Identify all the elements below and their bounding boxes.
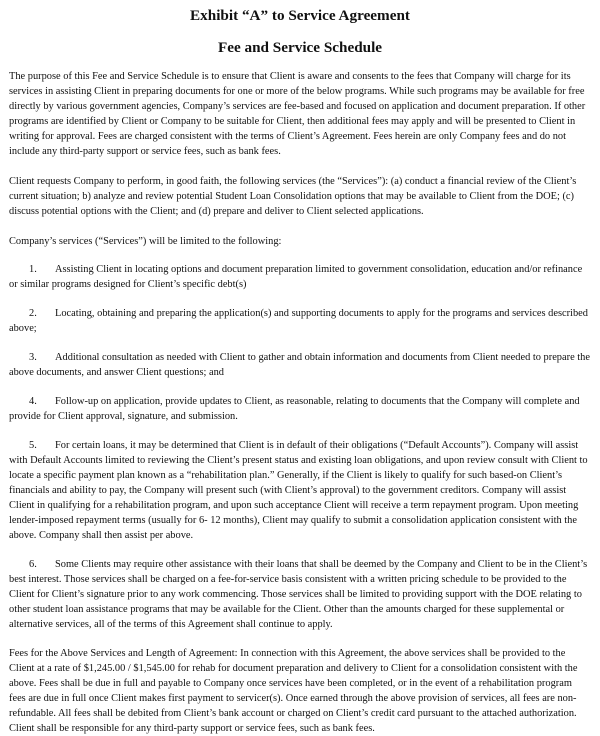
services-intro: Company’s services (“Services”) will be limited to the following: — [9, 236, 282, 247]
list-item-number: 1. — [29, 264, 37, 275]
list-item — [9, 306, 591, 336]
list-item-text: Follow-up on application, provide updates to Client, as reasonable, relating to documents that the Company will complete and provide for Client approval, signature, and submission. — [9, 396, 580, 422]
document-title: Exhibit “A” to Service Agreement — [190, 7, 410, 24]
list-item-text: Locating, obtaining and preparing the application(s) and supporting documents to apply for the programs and services described above; — [9, 308, 588, 334]
list-item-text: For certain loans, it may be determined that Client is in default of their obligations (“Default Accounts”). Company will assist with Default Accounts limited to reviewing the Client’s present status and existing loan obligations, and upon review consult with Client to locate a specific payment plan known as a “rehabilitation plan.” Generally, if the Client is likely to qualify for such based-on Client’s financials and ability to pay, the Company will present such (with Client’s approval) to the government creditors. Company will assist Client in qualifying for a rehabilitation program, and upon such acceptance Client will receive a term repayment program. Upon meeting lender-imposed repayment terms (usually for 6- 12 months), Client may qualify to submit a consolidation application consistent with the above. Company shall then assist per above. — [9, 440, 588, 541]
list-item-number: 2. — [29, 308, 37, 319]
list-item — [9, 557, 591, 632]
document-subtitle: Fee and Service Schedule — [217, 39, 383, 56]
list-item-text: Additional consultation as needed with Client to gather and obtain information and documents from Client needed to prepare the above documents, and answer Client questions; and — [9, 352, 590, 378]
request-paragraph: Client requests Company to perform, in good faith, the following services (the “Services”): (a) conduct a financial review of the Client’s current situation; b) analyze and review potential Student Loan Consolidation options that may be available to Client from the DOE; (c) discuss potential options with the Client; and (d) prepare and deliver to Client selected applications. — [9, 176, 577, 217]
list-item-number: 5. — [29, 440, 37, 451]
list-item — [9, 394, 591, 424]
list-item-number: 4. — [29, 396, 37, 407]
list-item-number: 3. — [29, 352, 37, 363]
fees-paragraph: Fees for the Above Services and Length of Agreement: In connection with this Agreement, the above services shall be provided to the Client at a rate of $1,245.00 / $1,545.00 for rehab for document preparation and delivery to Client for a consolidation consistent with the above. Fees shall be due in full and payable to Company once services have been completed, or in the event of a rehabilitation program fees are due in full once Client makes first payment to servicer(s). Once earned through the above provision of services, all fees are non- refundable. All fees shall be debited from Client’s bank account or charged on Client’s credit card pursuant to the attached authorization. Client shall be responsible for any third-party support or service fees, such as bank fees. — [9, 648, 578, 734]
list-item-number: 6. — [29, 559, 37, 570]
list-item-text: Assisting Client in locating options and document preparation limited to government consolidation, education and/or refinance or similar programs designed for Client’s specific debt(s) — [9, 264, 583, 290]
intro-paragraph: The purpose of this Fee and Service Schedule is to ensure that Client is aware and consents to the fees that Company will charge for its services in assisting Client in preparing documents for one or more of the below programs. While such programs may be available for free directly by various government agencies, Company’s services are fee-based and focused on application and document preparation. If other programs are identified by Client or Company to be suitable for Client, then additional fees may apply and will be presented to Client in writing for approval. Fees are charged consistent with the terms of Client’s Agreement. Fees herein are only Company fees and do not include any third-party support or service fees, such as bank fees. — [9, 71, 586, 157]
list-item — [9, 438, 591, 543]
list-item — [9, 262, 591, 292]
list-item-text: Some Clients may require other assistance with their loans that shall be deemed by the Company and Client to be in the Client’s best interest. Those services shall be charged on a fee-for-service basis consistent with a written pricing schedule to be provided to the Client for Client’s signature prior to any work commencing. Those services shall be limited to providing support with the DOE relating to other student loan assistance programs that may be available for the Client. Other than the amounts charged for these supplemental or alternative services, all of the terms of this Agreement shall continue to apply. — [9, 559, 588, 630]
list-item — [9, 350, 591, 380]
services-list — [9, 262, 591, 632]
